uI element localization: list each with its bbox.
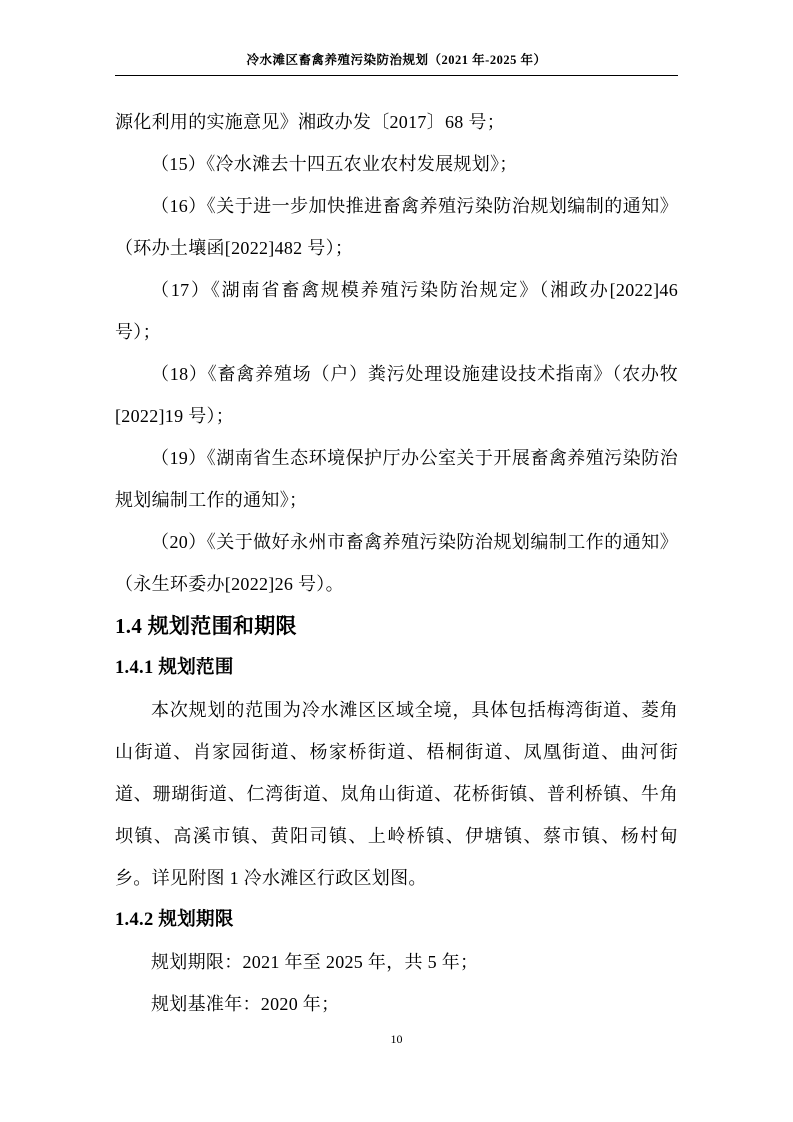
page-number: 10 <box>390 1032 403 1046</box>
page-header-title: 冷水滩区畜禽养殖污染防治规划（2021 年-2025 年） <box>115 50 678 76</box>
subsection-heading-1-4-1: 1.4.1 规划范围 <box>115 658 234 678</box>
paragraph-planning-scope: 本次规划的范围为冷水滩区区域全境，具体包括梅湾街道、菱角山街道、肖家园街道、杨家桥街道、梧桐街道、凤凰街道、曲河街道、珊瑚街道、仁湾街道、岚角山街道、花桥街镇、普利桥镇、牛角坝镇、高溪市镇、黄阳司镇、上岭桥镇、伊塘镇、蔡市镇、杨村甸乡。详见附图 1 冷水滩区行政区划图。 <box>115 700 678 888</box>
list-item-19: （19）《湖南省生态环境保护厅办公室关于开展畜禽养殖污染防治规划编制工作的通知》； <box>115 448 678 510</box>
subsection-heading-1-4-2: 1.4.2 规划期限 <box>115 910 234 930</box>
paragraph-planning-period: 规划期限：2021 年至 2025 年，共 5 年； <box>151 952 479 972</box>
paragraph-continuation: 源化利用的实施意见》湘政办发〔2017〕68 号； <box>115 112 505 132</box>
list-item-20: （20）《关于做好永州市畜禽养殖污染防治规划编制工作的通知》（永生环委办[2022]26 号）。 <box>115 532 678 594</box>
section-heading-1-4: 1.4 规划范围和期限 <box>115 614 297 638</box>
list-item-17: （17）《湖南省畜禽规模养殖污染防治规定》（湘政办[2022]46 号）； <box>115 280 678 342</box>
list-item-15: （15）《冷水滩去十四五农业农村发展规划》； <box>151 154 518 174</box>
document-body <box>115 101 678 1025</box>
list-item-18: （18）《畜禽养殖场（户）粪污处理设施建设技术指南》（农办牧[2022]19 号）； <box>115 364 678 426</box>
paragraph-base-year: 规划基准年：2020 年； <box>151 994 340 1014</box>
list-item-16: （16）《关于进一步加快推进畜禽养殖污染防治规划编制的通知》（环办土壤函[2022]482 号）； <box>115 196 678 258</box>
